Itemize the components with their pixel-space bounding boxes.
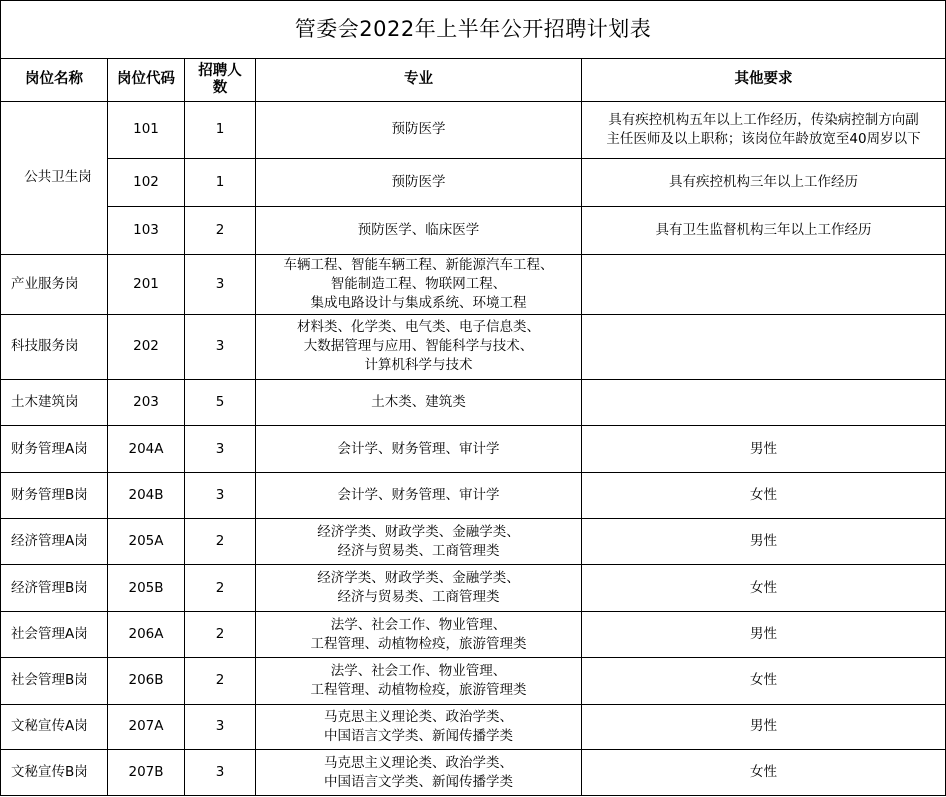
position-name-cell: 公共卫生岗 bbox=[1, 101, 108, 254]
table-row bbox=[1, 426, 946, 473]
hire-count-cell: 2 bbox=[185, 518, 256, 565]
other-requirements-cell bbox=[582, 254, 946, 314]
major-line: 法学、社会工作、物业管理、 bbox=[330, 662, 507, 679]
major-line: 中国语言文学类、新闻传播学类 bbox=[324, 773, 513, 790]
major-cell bbox=[256, 657, 582, 704]
table-row bbox=[1, 657, 946, 704]
position-name-cell: 社会管理A岗 bbox=[1, 612, 108, 658]
position-name-cell: 社会管理B岗 bbox=[1, 657, 108, 704]
other-requirements-cell: 男性 bbox=[582, 704, 946, 750]
position-name-cell: 财务管理A岗 bbox=[1, 426, 108, 473]
position-code-cell: 207A bbox=[108, 704, 185, 750]
position-name-cell: 科技服务岗 bbox=[1, 314, 108, 379]
major-line: 工程管理、动植物检疫，旅游管理类 bbox=[310, 681, 527, 698]
other-requirements-cell: 女性 bbox=[582, 565, 946, 612]
position-name-cell: 文秘宣传A岗 bbox=[1, 704, 108, 750]
header-position-name: 岗位名称 bbox=[1, 58, 108, 101]
major-cell bbox=[256, 254, 582, 314]
position-code-cell: 102 bbox=[108, 159, 185, 207]
table-row bbox=[1, 750, 946, 796]
position-code-cell: 206B bbox=[108, 657, 185, 704]
table-row bbox=[1, 101, 946, 159]
major-cell bbox=[256, 518, 582, 565]
header-major: 专业 bbox=[256, 58, 582, 101]
major-line: 集成电路设计与集成系统、环境工程 bbox=[310, 294, 527, 311]
position-name-cell: 产业服务岗 bbox=[1, 254, 108, 314]
other-requirements-cell: 具有疾控机构三年以上工作经历 bbox=[582, 159, 946, 207]
table-title: 管委会2022年上半年公开招聘计划表 bbox=[1, 1, 946, 59]
table-row bbox=[1, 379, 946, 426]
major-cell bbox=[256, 565, 582, 612]
hire-count-cell: 5 bbox=[185, 379, 256, 426]
other-requirements-cell: 男性 bbox=[582, 612, 946, 658]
position-code-cell: 206A bbox=[108, 612, 185, 658]
header-hire-count-line1: 招聘人 bbox=[198, 62, 242, 79]
table-row bbox=[1, 207, 946, 255]
header-hire-count-line2: 数 bbox=[212, 79, 228, 96]
other-requirements-cell: 女性 bbox=[582, 657, 946, 704]
major-line: 工程管理、动植物检疫，旅游管理类 bbox=[310, 635, 527, 652]
table-row bbox=[1, 159, 946, 207]
other-requirements-cell: 具有卫生监督机构三年以上工作经历 bbox=[582, 207, 946, 255]
major-cell bbox=[256, 704, 582, 750]
position-code-cell: 202 bbox=[108, 314, 185, 379]
header-position-code: 岗位代码 bbox=[108, 58, 185, 101]
table-row bbox=[1, 254, 946, 314]
major-line: 车辆工程、智能车辆工程、新能源汽车工程、 bbox=[283, 256, 554, 273]
major-line: 经济与贸易类、工商管理类 bbox=[337, 542, 500, 559]
major-cell: 预防医学 bbox=[256, 159, 582, 207]
other-requirements-cell bbox=[582, 101, 946, 159]
table-row bbox=[1, 518, 946, 565]
major-line: 智能制造工程、物联网工程、 bbox=[330, 275, 507, 292]
other-requirements-cell: 男性 bbox=[582, 518, 946, 565]
major-line: 经济与贸易类、工商管理类 bbox=[337, 589, 500, 606]
header-row bbox=[1, 58, 946, 101]
major-cell bbox=[256, 612, 582, 658]
hire-count-cell: 2 bbox=[185, 565, 256, 612]
position-name-cell: 财务管理B岗 bbox=[1, 473, 108, 519]
major-line: 材料类、化学类、电气类、电子信息类、 bbox=[297, 319, 540, 336]
hire-count-cell: 2 bbox=[185, 207, 256, 255]
position-name-cell: 经济管理A岗 bbox=[1, 518, 108, 565]
hire-count-cell: 2 bbox=[185, 657, 256, 704]
position-name-cell: 文秘宣传B岗 bbox=[1, 750, 108, 796]
hire-count-cell: 1 bbox=[185, 159, 256, 207]
major-line: 马克思主义理论类、政治学类、 bbox=[324, 708, 513, 725]
position-name-cell: 经济管理B岗 bbox=[1, 565, 108, 612]
position-code-cell: 201 bbox=[108, 254, 185, 314]
other-requirements-cell bbox=[582, 314, 946, 379]
table-row bbox=[1, 704, 946, 750]
position-code-cell: 203 bbox=[108, 379, 185, 426]
hire-count-cell: 3 bbox=[185, 704, 256, 750]
header-other-requirements: 其他要求 bbox=[582, 58, 946, 101]
major-line: 土木类、建筑类 bbox=[371, 394, 466, 411]
major-cell bbox=[256, 426, 582, 473]
other-requirements-line: 具有疾控机构五年以上工作经历，传染病控制方向副 bbox=[608, 111, 919, 128]
major-line: 经济学类、财政学类、金融学类、 bbox=[317, 523, 520, 540]
hire-count-cell: 3 bbox=[185, 254, 256, 314]
position-name-cell: 土木建筑岗 bbox=[1, 379, 108, 426]
major-line: 经济学类、财政学类、金融学类、 bbox=[317, 570, 520, 587]
major-cell: 预防医学、临床医学 bbox=[256, 207, 582, 255]
position-code-cell: 204B bbox=[108, 473, 185, 519]
table-row bbox=[1, 612, 946, 658]
major-line: 会计学、财务管理、审计学 bbox=[337, 486, 500, 503]
hire-count-cell: 3 bbox=[185, 426, 256, 473]
other-requirements-cell: 女性 bbox=[582, 750, 946, 796]
other-requirements-line: 主任医师及以上职称；该岗位年龄放宽至40周岁以下 bbox=[606, 130, 921, 147]
major-line: 马克思主义理论类、政治学类、 bbox=[324, 754, 513, 771]
major-cell bbox=[256, 379, 582, 426]
major-cell bbox=[256, 750, 582, 796]
table-row bbox=[1, 314, 946, 379]
major-line: 会计学、财务管理、审计学 bbox=[337, 440, 500, 457]
position-code-cell: 204A bbox=[108, 426, 185, 473]
major-line: 大数据管理与应用、智能科学与技术、 bbox=[303, 338, 534, 355]
other-requirements-cell bbox=[582, 379, 946, 426]
table-row bbox=[1, 565, 946, 612]
hire-count-cell: 3 bbox=[185, 750, 256, 796]
position-code-cell: 103 bbox=[108, 207, 185, 255]
major-line: 中国语言文学类、新闻传播学类 bbox=[324, 727, 513, 744]
position-code-cell: 101 bbox=[108, 101, 185, 159]
major-line: 法学、社会工作、物业管理、 bbox=[330, 616, 507, 633]
major-cell: 预防医学 bbox=[256, 101, 582, 159]
major-line: 计算机科学与技术 bbox=[364, 357, 473, 374]
position-code-cell: 205B bbox=[108, 565, 185, 612]
major-cell bbox=[256, 473, 582, 519]
position-code-cell: 205A bbox=[108, 518, 185, 565]
other-requirements-cell: 女性 bbox=[582, 473, 946, 519]
hire-count-cell: 2 bbox=[185, 612, 256, 658]
header-hire-count bbox=[185, 58, 256, 101]
hire-count-cell: 1 bbox=[185, 101, 256, 159]
hire-count-cell: 3 bbox=[185, 473, 256, 519]
other-requirements-cell: 男性 bbox=[582, 426, 946, 473]
position-code-cell: 207B bbox=[108, 750, 185, 796]
hire-count-cell: 3 bbox=[185, 314, 256, 379]
major-cell bbox=[256, 314, 582, 379]
table-row bbox=[1, 473, 946, 519]
